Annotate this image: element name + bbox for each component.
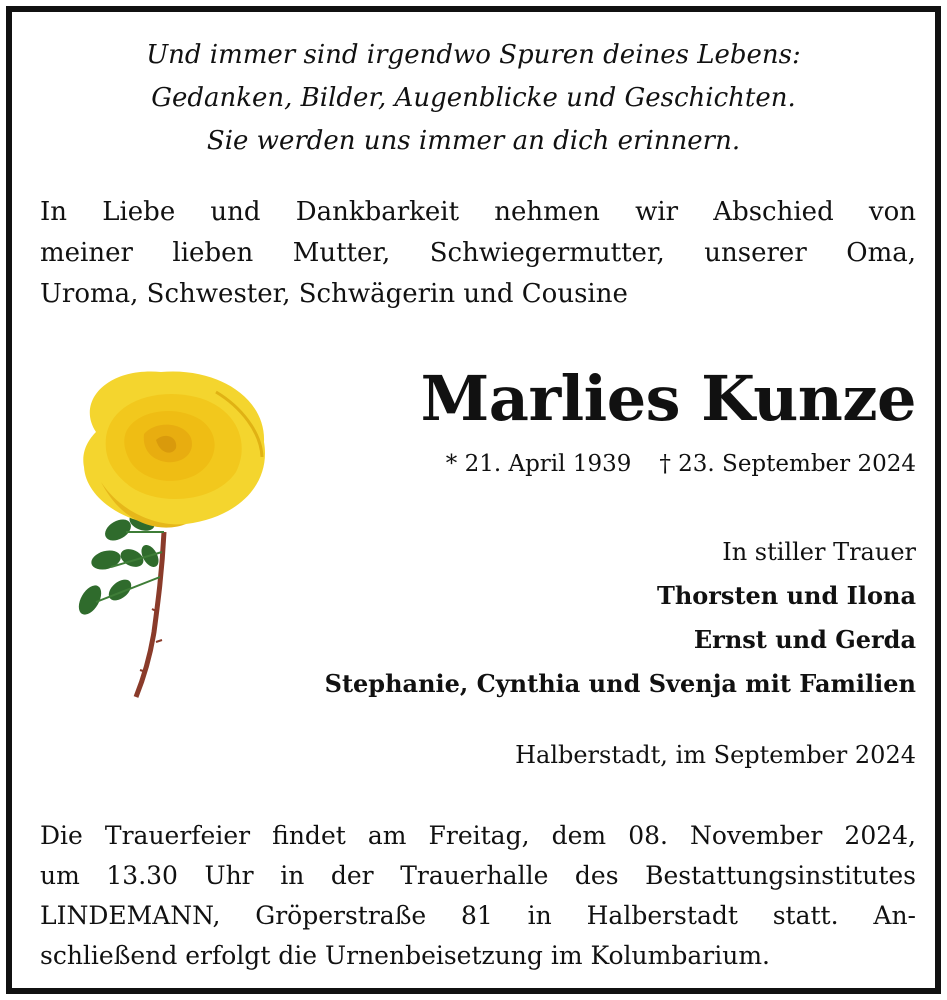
service-info <box>40 816 916 976</box>
obituary-notice <box>6 6 941 994</box>
mourner-name: Stephanie, Cynthia und Svenja mit Familien <box>324 669 916 698</box>
poem-line: Sie werden uns immer an dich erinnern. <box>206 126 741 156</box>
place-date: Halberstadt, im September 2024 <box>515 741 916 769</box>
intro-text <box>40 192 916 315</box>
intro-line: Uroma, Schwester, Schwägerin und Cousine <box>40 279 628 309</box>
mourner-name: Ernst und Gerda <box>693 625 916 654</box>
service-line: Die Trauerfeier findet am Freitag, dem 08. November 2024, <box>40 821 916 850</box>
poem-line: Und immer sind irgendwo Spuren deines Lebens: <box>146 40 801 70</box>
intro-line: In Liebe und Dankbarkeit nehmen wir Abschied von <box>40 197 916 227</box>
service-line: LINDEMANN, Gröperstraße 81 in Halberstadt statt. An- <box>40 901 916 930</box>
intro-line: meiner lieben Mutter, Schwiegermutter, unserer Oma, <box>40 238 916 268</box>
yellow-rose-icon <box>66 362 271 702</box>
mourners <box>325 530 916 706</box>
poem-line: Gedanken, Bilder, Augenblicke und Geschichten. <box>151 83 796 113</box>
mourner-name: Thorsten und Ilona <box>656 581 916 610</box>
service-line: um 13.30 Uhr in der Trauerhalle des Bestattungsinstitutes <box>40 861 916 890</box>
birth-date: * 21. April 1939 <box>445 451 632 477</box>
death-date: † 23. September 2024 <box>659 451 916 477</box>
life-dates <box>446 448 916 480</box>
deceased-name: Marlies Kunze <box>420 362 916 435</box>
mourners-heading: In stiller Trauer <box>722 538 916 566</box>
poem <box>12 34 935 163</box>
service-line: schließend erfolgt die Urnenbeisetzung im Kolumbarium. <box>40 941 770 970</box>
